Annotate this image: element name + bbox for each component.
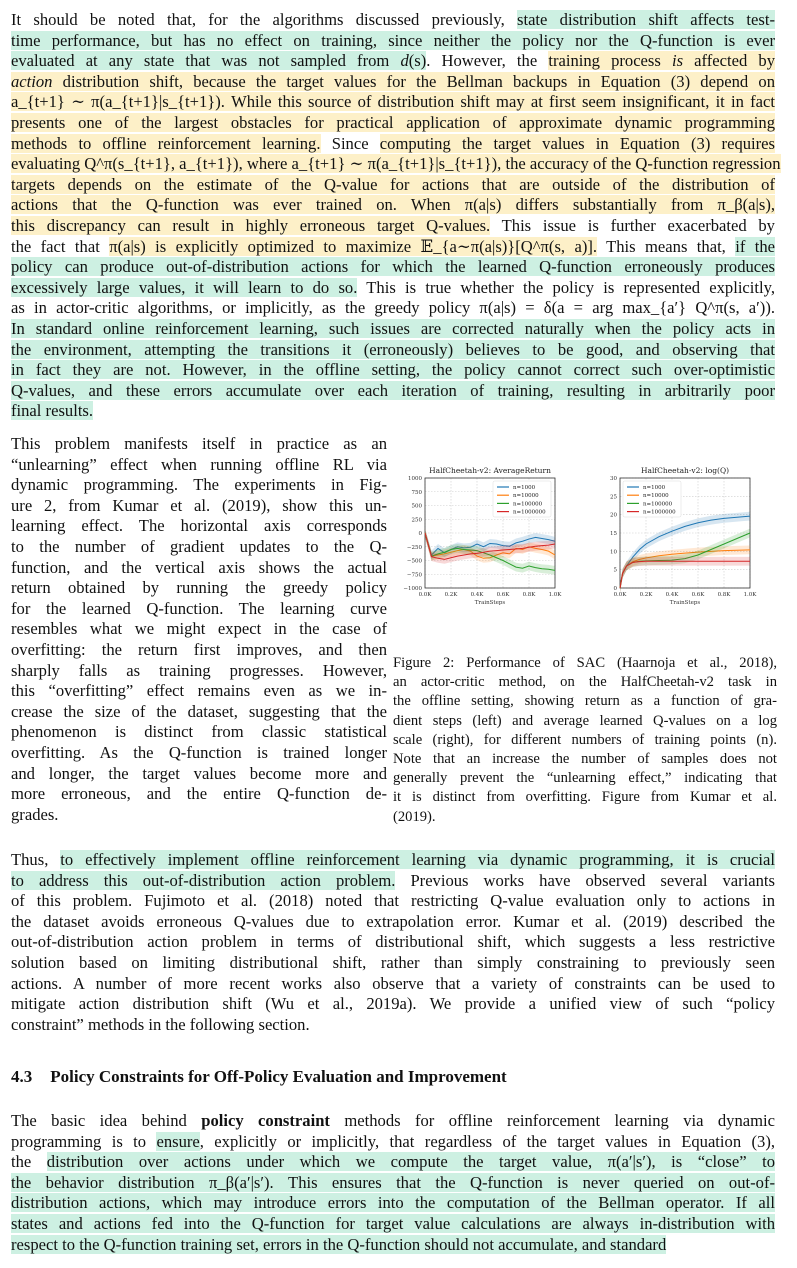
y-tick-label: 25 — [610, 494, 617, 501]
y-tick-label: 0 — [613, 586, 617, 592]
text-line: phenomenon is distinct from classic statistical — [11, 722, 387, 742]
text-line: it is distinct from overfitting. Figure from Kumar et al. — [393, 789, 777, 806]
text-line — [11, 1015, 775, 1036]
highlighted-text: d — [400, 51, 409, 71]
x-axis-label: TrainSteps — [474, 600, 506, 606]
text-line — [11, 871, 775, 892]
text-span: This is true whether the policy is represented explicitly, — [357, 277, 775, 297]
text-span: , explicitly or implicitly, that regardless of the target values in Equation (3), — [199, 1131, 775, 1151]
text-line: an actor-critic method, on the HalfCheetah-v2 task in — [393, 674, 777, 691]
x-tick-label: 0.4K — [665, 592, 679, 598]
highlighted-text: presents one of the largest obstacles for practical application of approximate dynamic programming — [11, 112, 775, 132]
text-line — [11, 1214, 775, 1235]
y-tick-label: 10 — [610, 549, 617, 556]
highlighted-text: (s) — [408, 51, 427, 71]
highlighted-text: computing the target values in Equation (3) requires — [379, 133, 775, 153]
highlighted-text: targets depends on the estimate of the Q-value for actions that are outside of the distribution of — [11, 174, 775, 194]
text-line — [11, 360, 775, 381]
chart-title: HalfCheetah-v2: AverageReturn — [429, 466, 551, 475]
y-tick-label: −250 — [406, 544, 422, 551]
text-line: more erroneous, and the entire Q-function de- — [11, 784, 387, 804]
text-line — [11, 134, 775, 155]
x-tick-label: 0.8K — [522, 592, 536, 598]
text-line — [11, 1152, 775, 1173]
figure-caption — [393, 654, 777, 827]
text-line — [11, 31, 775, 52]
highlighted-text: excessively large values, it will learn to do so. — [11, 277, 358, 297]
text-line — [11, 92, 775, 113]
highlighted-text: in fact they are not. However, in the offline setting, the policy cannot correct such over-optimistic — [11, 360, 775, 380]
section-number: 4.3 — [11, 1067, 33, 1086]
text-line — [11, 175, 775, 196]
text-span: policy constraint — [201, 1111, 330, 1130]
text-line: the offline setting, showing return as a function of gra- — [393, 693, 777, 710]
text-line — [11, 257, 775, 278]
highlighted-text: action — [11, 71, 53, 91]
y-tick-label: −750 — [406, 572, 422, 579]
text-line — [11, 72, 775, 93]
text-line: This problem manifests itself in practice as an — [11, 434, 387, 453]
highlighted-text: actions that the Q-function was ever trained on. When π(a|s) differs substantially from π_β(a|s), — [11, 195, 775, 215]
text-span: It should be noted that, for the algorithms discussed previously, — [11, 10, 517, 29]
text-span: of this problem. Fujimoto et al. (2018) noted that restricting Q-value evaluation only to actions in — [11, 891, 775, 911]
text-span: Since — [320, 133, 380, 153]
paragraph-policy-constraint — [11, 1111, 775, 1255]
text-line: generally prevent the “unlearning effect,” indicating that — [393, 770, 777, 787]
text-line — [11, 278, 775, 299]
text-span: mitigate action distribution shift (Wu et al., 2019a). We provide a unified view of such “policy — [11, 994, 775, 1014]
text-line: (2019). — [393, 808, 436, 825]
highlighted-text: states and actions fed into the Q-function for target value calculations are always in-distribution with — [11, 1213, 775, 1233]
legend-label: n=1000 — [513, 485, 536, 491]
text-line — [11, 953, 775, 974]
text-line — [11, 932, 775, 953]
text-span: The basic idea behind — [11, 1111, 202, 1130]
y-tick-label: 500 — [411, 503, 422, 510]
y-tick-label: 250 — [411, 517, 422, 524]
text-line — [11, 912, 775, 933]
text-line — [11, 1235, 775, 1256]
highlighted-text: training process — [548, 51, 672, 71]
text-line — [11, 216, 775, 237]
text-line — [11, 1132, 775, 1153]
highlighted-text: distribution over actions under which we compute the target value, π(a′|s′), is “close” to — [46, 1152, 775, 1172]
text-span: constraint” methods in the following section. — [11, 1014, 310, 1034]
chart-log-q — [590, 462, 797, 610]
legend-label: n=100000 — [643, 501, 673, 508]
text-line — [11, 1111, 775, 1132]
y-tick-label: −1000 — [403, 586, 422, 592]
text-line: grades. — [11, 804, 59, 824]
text-span: Thus, — [11, 850, 61, 869]
text-span: programming is to — [11, 1131, 157, 1151]
text-line — [11, 298, 775, 319]
paragraph-ood-problem — [11, 850, 775, 1035]
paragraph-state-shift — [11, 10, 781, 422]
chart-title: HalfCheetah-v2: log(Q) — [640, 466, 730, 475]
paragraph-unlearning — [11, 434, 387, 825]
legend-label: n=1000000 — [513, 509, 546, 516]
highlighted-text: policy can produce out-of-distribution actions for which the learned Q-function erroneously produces — [11, 257, 775, 277]
section-title: Policy Constraints for Off-Policy Evaluation and Improvement — [50, 1067, 507, 1086]
y-tick-label: 1000 — [408, 476, 422, 482]
y-tick-label: 750 — [411, 489, 422, 496]
text-line: dient steps (left) and average learned Q-values on a log — [393, 712, 777, 729]
text-line — [11, 401, 775, 422]
highlighted-text: the environment, attempting the transitions it (erroneously) believes to be good, and observing that — [11, 339, 775, 359]
x-tick-label: 0.2K — [639, 592, 653, 598]
highlighted-text: this discrepancy can result in highly erroneous target Q-values. — [11, 215, 491, 235]
highlighted-text: methods to offline reinforcement learning. — [11, 133, 321, 153]
highlighted-text: time performance, but has no effect on training, since neither the policy nor the Q-function is ever — [11, 30, 775, 50]
y-tick-label: −500 — [406, 558, 422, 565]
text-span: . However, the — [426, 51, 549, 71]
text-line: Figure 2: Performance of SAC (Haarnoja et al., 2018), — [393, 655, 777, 671]
text-span: out-of-distribution action problem in terms of distributional shift, which suggests a less restrictive — [11, 932, 775, 952]
text-span: the fact that — [11, 236, 110, 256]
text-line: this “overfitting” effect remains even as we in- — [11, 681, 387, 701]
text-line: return obtained by running the greedy policy — [11, 578, 387, 598]
text-line — [11, 319, 775, 340]
text-line: and longer, the target values become more and — [11, 763, 387, 783]
y-tick-label: 15 — [610, 531, 617, 537]
text-line — [11, 891, 775, 912]
highlighted-text: a_{t+1} ∼ π(a_{t+1}|s_{t+1}). While this source of distribution shift may at first seem insignificant, it in fact — [11, 92, 775, 112]
y-tick-label: 5 — [613, 567, 617, 574]
text-line: ure 2, from Kumar et al. (2019), show this un- — [11, 495, 387, 515]
highlighted-text: ensure — [156, 1131, 200, 1151]
legend-label: n=100000 — [513, 501, 543, 508]
text-line — [11, 154, 781, 175]
text-line: for the learned Q-function. The learning curve — [11, 598, 387, 618]
highlighted-text: Q-values, and these errors accumulate over each iteration of training, resulting in arbitrarily poor — [11, 380, 775, 400]
chart-average-return — [395, 462, 595, 610]
text-line: overfitting: the return first improves, and then — [11, 639, 387, 659]
legend-label: n=1000 — [643, 485, 666, 491]
text-span: This means that, — [597, 236, 736, 256]
figure-2 — [395, 462, 595, 615]
text-line: overfitting. As the Q-function is trained longer — [11, 742, 387, 762]
text-span: the — [11, 1152, 47, 1172]
text-line — [11, 850, 775, 871]
highlighted-text: is — [671, 51, 684, 71]
text-line — [11, 1173, 775, 1194]
highlighted-text: In standard online reinforcement learning, such issues are corrected naturally when the policy acts in — [11, 318, 775, 338]
text-line: function, and the vertical axis shows the actual — [11, 557, 387, 577]
text-line — [11, 10, 775, 31]
text-span: the dataset avoids erroneous Q-values due to extrapolation error. Kumar et al. (2019) described the — [11, 911, 775, 931]
y-tick-label: 30 — [610, 476, 617, 482]
y-tick-label: 20 — [610, 512, 617, 519]
legend-label: n=10000 — [513, 493, 539, 500]
highlighted-text: distribution shift, because the target values for the Bellman backups in Equation (3) depend on — [52, 71, 775, 91]
series-band-n=1000000 — [620, 557, 750, 593]
text-line: scale (right), for different numbers of training points (n). — [393, 731, 777, 748]
highlighted-text: final results. — [11, 401, 94, 421]
x-tick-label: 0.6K — [691, 592, 705, 598]
legend-label: n=1000000 — [643, 509, 676, 516]
text-span: This issue is further exacerbated by — [490, 215, 775, 235]
text-line: dynamic programming. The experiments in Fig- — [11, 475, 387, 495]
highlighted-text: evaluating Q^π(s_{t+1}, a_{t+1}), where a_{t+1} ∼ π(a_{t+1}|s_{t+1}), the accuracy of the Q-function regression — [11, 154, 781, 174]
text-line: learning effect. The horizontal axis corresponds — [11, 516, 387, 536]
text-line: Note that an increase the number of samples does not — [393, 751, 777, 768]
highlighted-text: to address this out-of-distribution action problem. — [11, 870, 396, 890]
highlighted-text: evaluated at any state that was not sampled from — [11, 51, 401, 71]
text-line — [11, 195, 775, 216]
x-tick-label: 0.6K — [496, 592, 510, 598]
text-line: crease the size of the dataset, suggesting that the — [11, 701, 387, 721]
highlighted-text: the behavior distribution π_β(a′|s′). This ensures that the Q-function is never queried on out-of- — [11, 1172, 775, 1192]
x-tick-label: 0.4K — [470, 592, 484, 598]
x-tick-label: 0.0K — [613, 592, 627, 598]
y-tick-label: 0 — [418, 531, 422, 537]
text-line — [11, 340, 775, 361]
highlighted-text: respect to the Q-function training set, errors in the Q-function should not accumulate, and standard — [11, 1234, 667, 1254]
highlighted-text: state distribution shift affects test- — [517, 10, 775, 29]
text-line: to the number of gradient updates to the Q- — [11, 536, 387, 556]
text-span: methods for offline reinforcement learning via dynamic — [329, 1111, 775, 1130]
text-line — [11, 974, 775, 995]
x-tick-label: 1.0K — [743, 592, 757, 598]
x-axis-label: TrainSteps — [669, 600, 701, 606]
section-heading — [11, 1067, 507, 1087]
text-span: Previous works have observed several variants — [395, 870, 775, 890]
text-line: “unlearning” effect when running offline RL via — [11, 454, 387, 474]
highlighted-text: affected by — [683, 51, 775, 71]
highlighted-text: if the — [735, 236, 776, 256]
x-tick-label: 0.0K — [418, 592, 432, 598]
text-line — [11, 994, 775, 1015]
text-line: resembles what we might expect in the case of — [11, 619, 387, 639]
x-tick-label: 0.8K — [717, 592, 731, 598]
text-line — [11, 237, 775, 258]
text-line — [11, 1193, 775, 1214]
text-span: as in actor-critic algorithms, or implicitly, as the greedy policy π(a|s) = δ(a = arg max_{a′} Q^π(s, a′)). — [11, 298, 775, 318]
x-tick-label: 0.2K — [444, 592, 458, 598]
text-line — [11, 381, 775, 402]
text-span: actions. A number of more recent works also observe that a variety of constraints can be used to — [11, 973, 775, 993]
text-line — [11, 113, 775, 134]
highlighted-text: π(a|s) is explicitly optimized to maximize 𝔼_{a∼π(a|s)}[Q^π(s, a)]. — [109, 236, 598, 256]
text-line — [11, 51, 775, 72]
highlighted-text: distribution actions, which may introduce errors into the computation of the Bellman operator. If all — [11, 1193, 775, 1213]
text-span: solution based on limiting distributional shift, rather than simply constraining to previously seen — [11, 952, 775, 972]
highlighted-text: to effectively implement offline reinforcement learning via dynamic programming, it is crucial — [60, 850, 776, 869]
text-line: sharply falls as training progresses. However, — [11, 660, 387, 680]
figure-2-right — [590, 462, 797, 615]
legend-label: n=10000 — [643, 493, 669, 500]
x-tick-label: 1.0K — [548, 592, 562, 598]
